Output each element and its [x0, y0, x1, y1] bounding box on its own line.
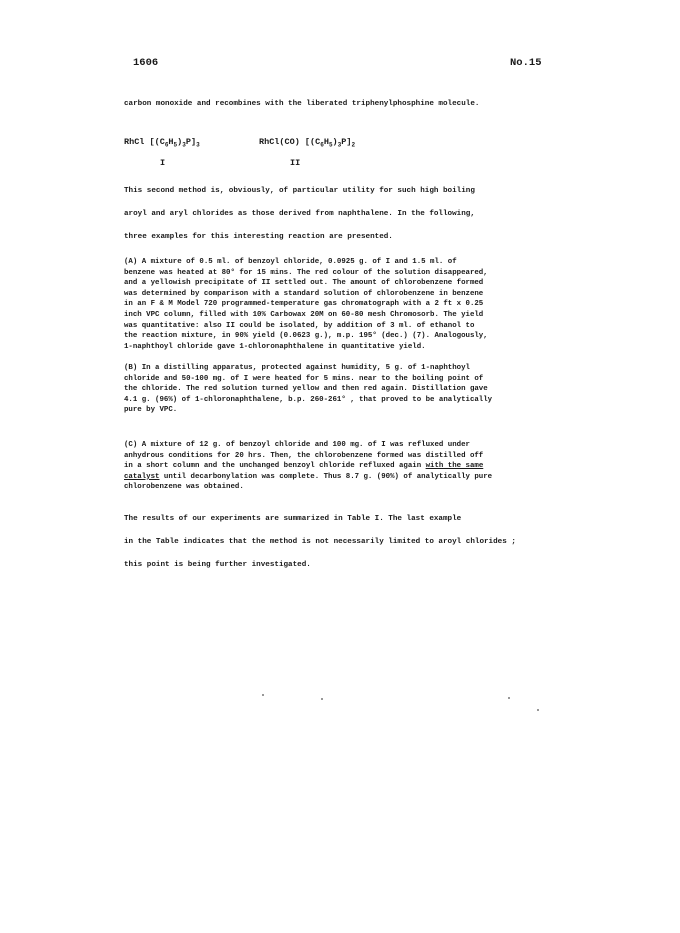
example-b-line: chloride and 50-100 mg. of I were heated for 5 mins. near to the boiling point of — [124, 374, 484, 383]
scan-speck — [321, 698, 323, 700]
formula-rhcl-tris: RhCl $[(C_6H_5)_3P]_3$ — [124, 137, 200, 149]
formula-rhcl-co: RhCl(CO) $[(C_6H_5)_3P]_2$ — [259, 137, 356, 149]
example-c-line — [124, 461, 558, 472]
closing-line-2: in the Table indicates that the method is not necessarily limited to aroyl chlorides ; — [124, 538, 516, 546]
journal-issue: No.15 — [510, 57, 542, 69]
underlined-phrase: with the same — [425, 462, 484, 471]
example-a-line: benzene was heated at 80° for 15 mins. The red colour of the solution disappeared, — [124, 268, 488, 277]
example-c-paragraph — [124, 440, 558, 493]
paragraph-2-line-2: aroyl and aryl chlorides as those derived from naphthalene. In the following, — [124, 210, 475, 218]
closing-line-1: The results of our experiments are summarized in Table I. The last example — [124, 515, 462, 523]
example-a-line: and a yellowish precipitate of II settled out. The amount of chlorobenzene formed — [124, 279, 484, 288]
formula-label-i: I — [160, 158, 166, 168]
example-a-line: inch VPC column, filled with 10% Carbowax 20M on 60-80 mesh Chromosorb. The yield — [124, 310, 484, 319]
formula-label-ii: II — [290, 158, 301, 168]
scan-speck — [262, 694, 264, 696]
example-a-line: was quantitative: also II could be isolated, by addition of 3 ml. of ethanol to — [124, 321, 475, 330]
example-a-paragraph — [124, 257, 558, 352]
scan-speck — [508, 697, 510, 699]
page-number: 1606 — [133, 57, 159, 69]
example-a-line: (A) A mixture of 0.5 ml. of benzoyl chloride, 0.0925 g. of I and 1.5 ml. of — [124, 258, 457, 266]
example-a-line: was determined by comparison with a standard solution of chlorobenzene in benzene — [124, 289, 484, 298]
example-b-line: pure by VPC. — [124, 406, 178, 415]
example-a-line: the reaction mixture, in 90% yield (0.0623 g.), m.p. 195° (dec.) (7). Analogously, — [124, 332, 488, 341]
example-a-line: 1-naphthoyl chloride gave 1-chloronaphthalene in quantitative yield. — [124, 342, 426, 351]
paragraph-2-line-1: This second method is, obviously, of particular utility for such high boiling — [124, 187, 475, 195]
example-a-line: in an F & M Model 720 programmed-temperature gas chromatograph with a 2 ft x 0.25 — [124, 300, 484, 309]
example-b-paragraph — [124, 363, 558, 416]
intro-line: carbon monoxide and recombines with the liberated triphenylphosphine molecule. — [124, 100, 480, 108]
underlined-word: catalyst — [124, 472, 160, 481]
example-c-text: in a short column and the unchanged benzoyl chloride refluxed again — [124, 462, 426, 471]
example-c-line: (C) A mixture of 12 g. of benzoyl chloride and 100 mg. of I was refluxed under — [124, 441, 470, 449]
example-c-text: until decarbonylation was complete. Thus 8.7 g. (90%) of analytically pure — [159, 472, 493, 481]
paragraph-2-line-3: three examples for this interesting reaction are presented. — [124, 233, 393, 241]
example-b-line: (B) In a distilling apparatus, protected against humidity, 5 g. of 1-naphthoyl — [124, 364, 470, 372]
example-c-line: anhydrous conditions for 20 hrs. Then, the chlorobenzene formed was distilled off — [124, 451, 484, 460]
closing-line-3: this point is being further investigated. — [124, 561, 311, 569]
scan-speck — [537, 709, 539, 711]
example-b-line: 4.1 g. (96%) of 1-chloronaphthalene, b.p. 260-261° , that proved to be analytically — [124, 395, 493, 404]
example-c-line: chlorobenzene was obtained. — [124, 483, 244, 492]
example-b-line: the chloride. The red solution turned yellow and then red again. Distillation gave — [124, 385, 488, 394]
example-c-line — [124, 472, 558, 483]
